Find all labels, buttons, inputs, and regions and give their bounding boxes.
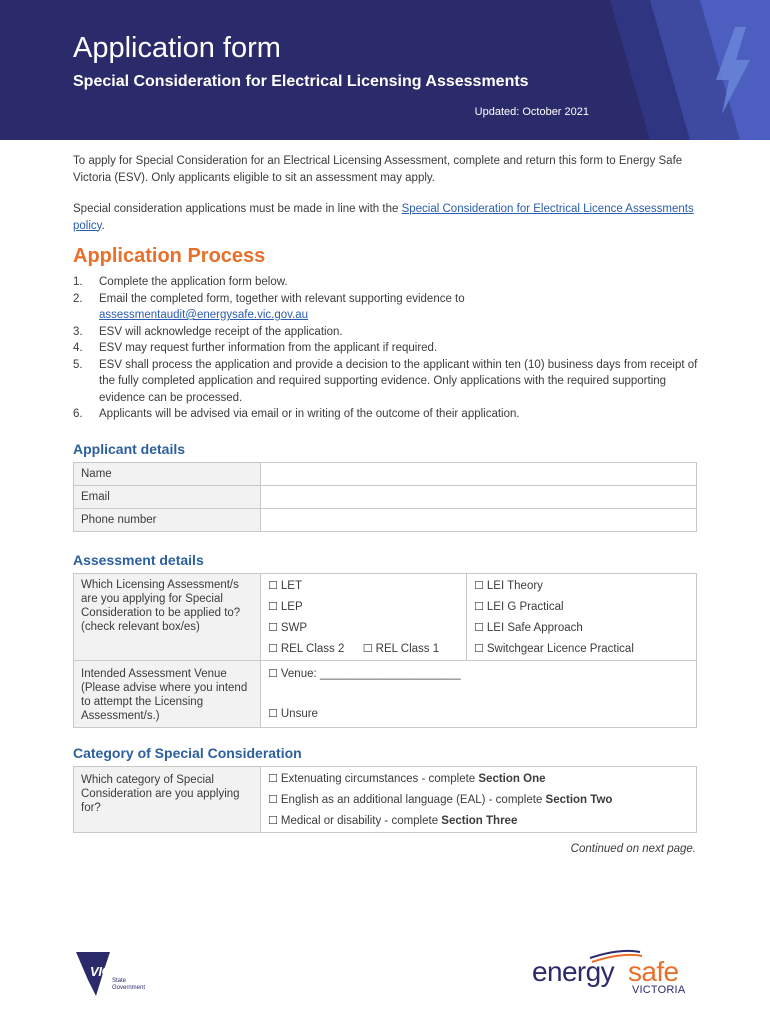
checkbox-let[interactable]: ☐ LET: [268, 579, 302, 592]
step-item: [73, 357, 698, 407]
phone-label: Phone number: [74, 509, 261, 532]
step-number: 6.: [73, 408, 83, 420]
energysafe-logo: [530, 948, 700, 998]
checkbox-lep[interactable]: ☐ LEP: [268, 600, 303, 613]
category-heading: Category of Special Consideration: [73, 745, 302, 761]
category-options: [261, 767, 697, 833]
page-subtitle: Special Consideration for Electrical Licensing Assessments: [73, 73, 529, 90]
assessment-heading: Assessment details: [73, 552, 204, 568]
category-table: [73, 766, 697, 833]
which-assessment-label: Which Licensing Assessment/s are you applying for Special Consideration to be applied to? (check relevant box/es): [74, 574, 261, 661]
checkbox-icon: ☐: [268, 772, 278, 785]
energysafe-word-energy: energy: [532, 956, 615, 987]
checkbox-icon: ☐: [268, 621, 278, 634]
step-number: 1.: [73, 276, 83, 288]
checkbox-eal[interactable]: ☐ English as an additional language (EAL) - complete Section Two: [268, 793, 613, 806]
checkbox-icon: ☐: [474, 600, 484, 613]
name-label: Name: [74, 463, 261, 486]
assessment-options-col1: [261, 574, 467, 661]
checkbox-switchgear-practical[interactable]: ☐ Switchgear Licence Practical: [474, 642, 634, 655]
checkbox-venue[interactable]: ☐ Venue: ______________________: [268, 667, 461, 680]
applicant-table: [73, 462, 697, 532]
phone-field[interactable]: [261, 509, 697, 532]
step-text: Complete the application form below.: [99, 276, 288, 288]
applicant-heading: Applicant details: [73, 441, 186, 457]
policy-paragraph: [73, 201, 698, 234]
step-text: ESV shall process the application and provide a decision to the applicant within ten (10) business days from receipt of the fully completed application and required supporting evidence. Only applications with the required supporting evidence can be processed.: [99, 358, 698, 404]
checkbox-icon: ☐: [268, 600, 278, 613]
checkbox-rel-class-1[interactable]: ☐ REL Class 1: [362, 642, 440, 655]
step-number: 4.: [73, 342, 83, 354]
lightning-bolt-icon: [0, 0, 770, 140]
step-number: 2.: [73, 292, 83, 305]
intro-paragraph: To apply for Special Consideration for an Electrical Licensing Assessment, complete and return this form to Energy Safe Victoria (ESV). Only applicants eligible to sit an assessment may apply.: [73, 155, 683, 184]
victoria-government-logo: [74, 950, 164, 1003]
email-label: Email: [74, 486, 261, 509]
step-number: 3.: [73, 325, 83, 338]
page-title: Application form: [73, 32, 281, 64]
category-label: Which category of Special Consideration are you applying for?: [74, 767, 261, 833]
process-steps: [73, 274, 698, 423]
checkbox-icon: ☐: [268, 707, 278, 720]
name-field[interactable]: [261, 463, 697, 486]
checkbox-icon: ☐: [268, 642, 278, 655]
email-field[interactable]: [261, 486, 697, 509]
step-number: 5.: [73, 358, 83, 371]
checkbox-icon: ☐: [474, 642, 484, 655]
policy-suffix: .: [101, 219, 105, 232]
page-header: [0, 0, 770, 140]
checkbox-medical[interactable]: ☐ Medical or disability - complete Section Three: [268, 814, 518, 827]
email-link[interactable]: assessmentaudit@energysafe.vic.gov.au: [99, 309, 308, 321]
process-heading: Application Process: [73, 245, 266, 267]
checkbox-extenuating[interactable]: ☐ Extenuating circumstances - complete Section One: [268, 772, 546, 785]
checkbox-icon: ☐: [474, 579, 484, 592]
checkbox-icon: ☐: [474, 621, 484, 634]
checkbox-icon: ☐: [268, 814, 278, 827]
victoria-logo-text: VICTORIA: [90, 964, 150, 979]
continued-note: Continued on next page.: [570, 843, 696, 855]
energysafe-word-safe: safe: [628, 956, 679, 987]
checkbox-lei-safe-approach[interactable]: ☐ LEI Safe Approach: [474, 621, 583, 634]
checkbox-icon: ☐: [268, 667, 278, 680]
checkbox-icon: ☐: [268, 579, 278, 592]
checkbox-icon: ☐: [268, 793, 278, 806]
venue-options: [261, 661, 697, 728]
step-item: [73, 274, 698, 291]
rel-row: [268, 639, 459, 660]
energysafe-victoria: VICTORIA: [632, 984, 686, 996]
step-text: Applicants will be advised via email or in writing of the outcome of their application.: [99, 408, 520, 420]
assessment-table: [73, 573, 697, 728]
policy-link[interactable]: Special Consideration for Electrical Licence Assessments policy: [73, 203, 694, 232]
checkbox-unsure[interactable]: ☐ Unsure: [268, 707, 318, 720]
policy-prefix: Special consideration applications must be made in line with the: [73, 203, 402, 215]
assessment-options-col2: [467, 574, 697, 661]
checkbox-lei-g-practical[interactable]: ☐ LEI G Practical: [474, 600, 564, 613]
venue-label: Intended Assessment Venue (Please advise where you intend to attempt the Licensing Assessment/s.): [74, 661, 261, 728]
checkbox-lei-theory[interactable]: ☐ LEI Theory: [474, 579, 543, 592]
step-item: [73, 324, 698, 341]
step-text: Email the completed form, together with relevant supporting evidence to: [99, 292, 465, 305]
step-item: [73, 406, 698, 423]
step-item: [73, 340, 698, 357]
step-text: ESV may request further information from the applicant if required.: [99, 342, 438, 354]
checkbox-swp[interactable]: ☐ SWP: [268, 621, 308, 634]
checkbox-icon: ☐: [362, 642, 373, 655]
step-text: ESV will acknowledge receipt of the application.: [99, 325, 343, 338]
updated-date: Updated: October 2021: [474, 106, 589, 118]
victoria-logo-sub: State Government: [112, 978, 146, 991]
step-item: [73, 291, 698, 324]
checkbox-rel-class-2[interactable]: ☐ REL Class 2: [268, 642, 345, 655]
